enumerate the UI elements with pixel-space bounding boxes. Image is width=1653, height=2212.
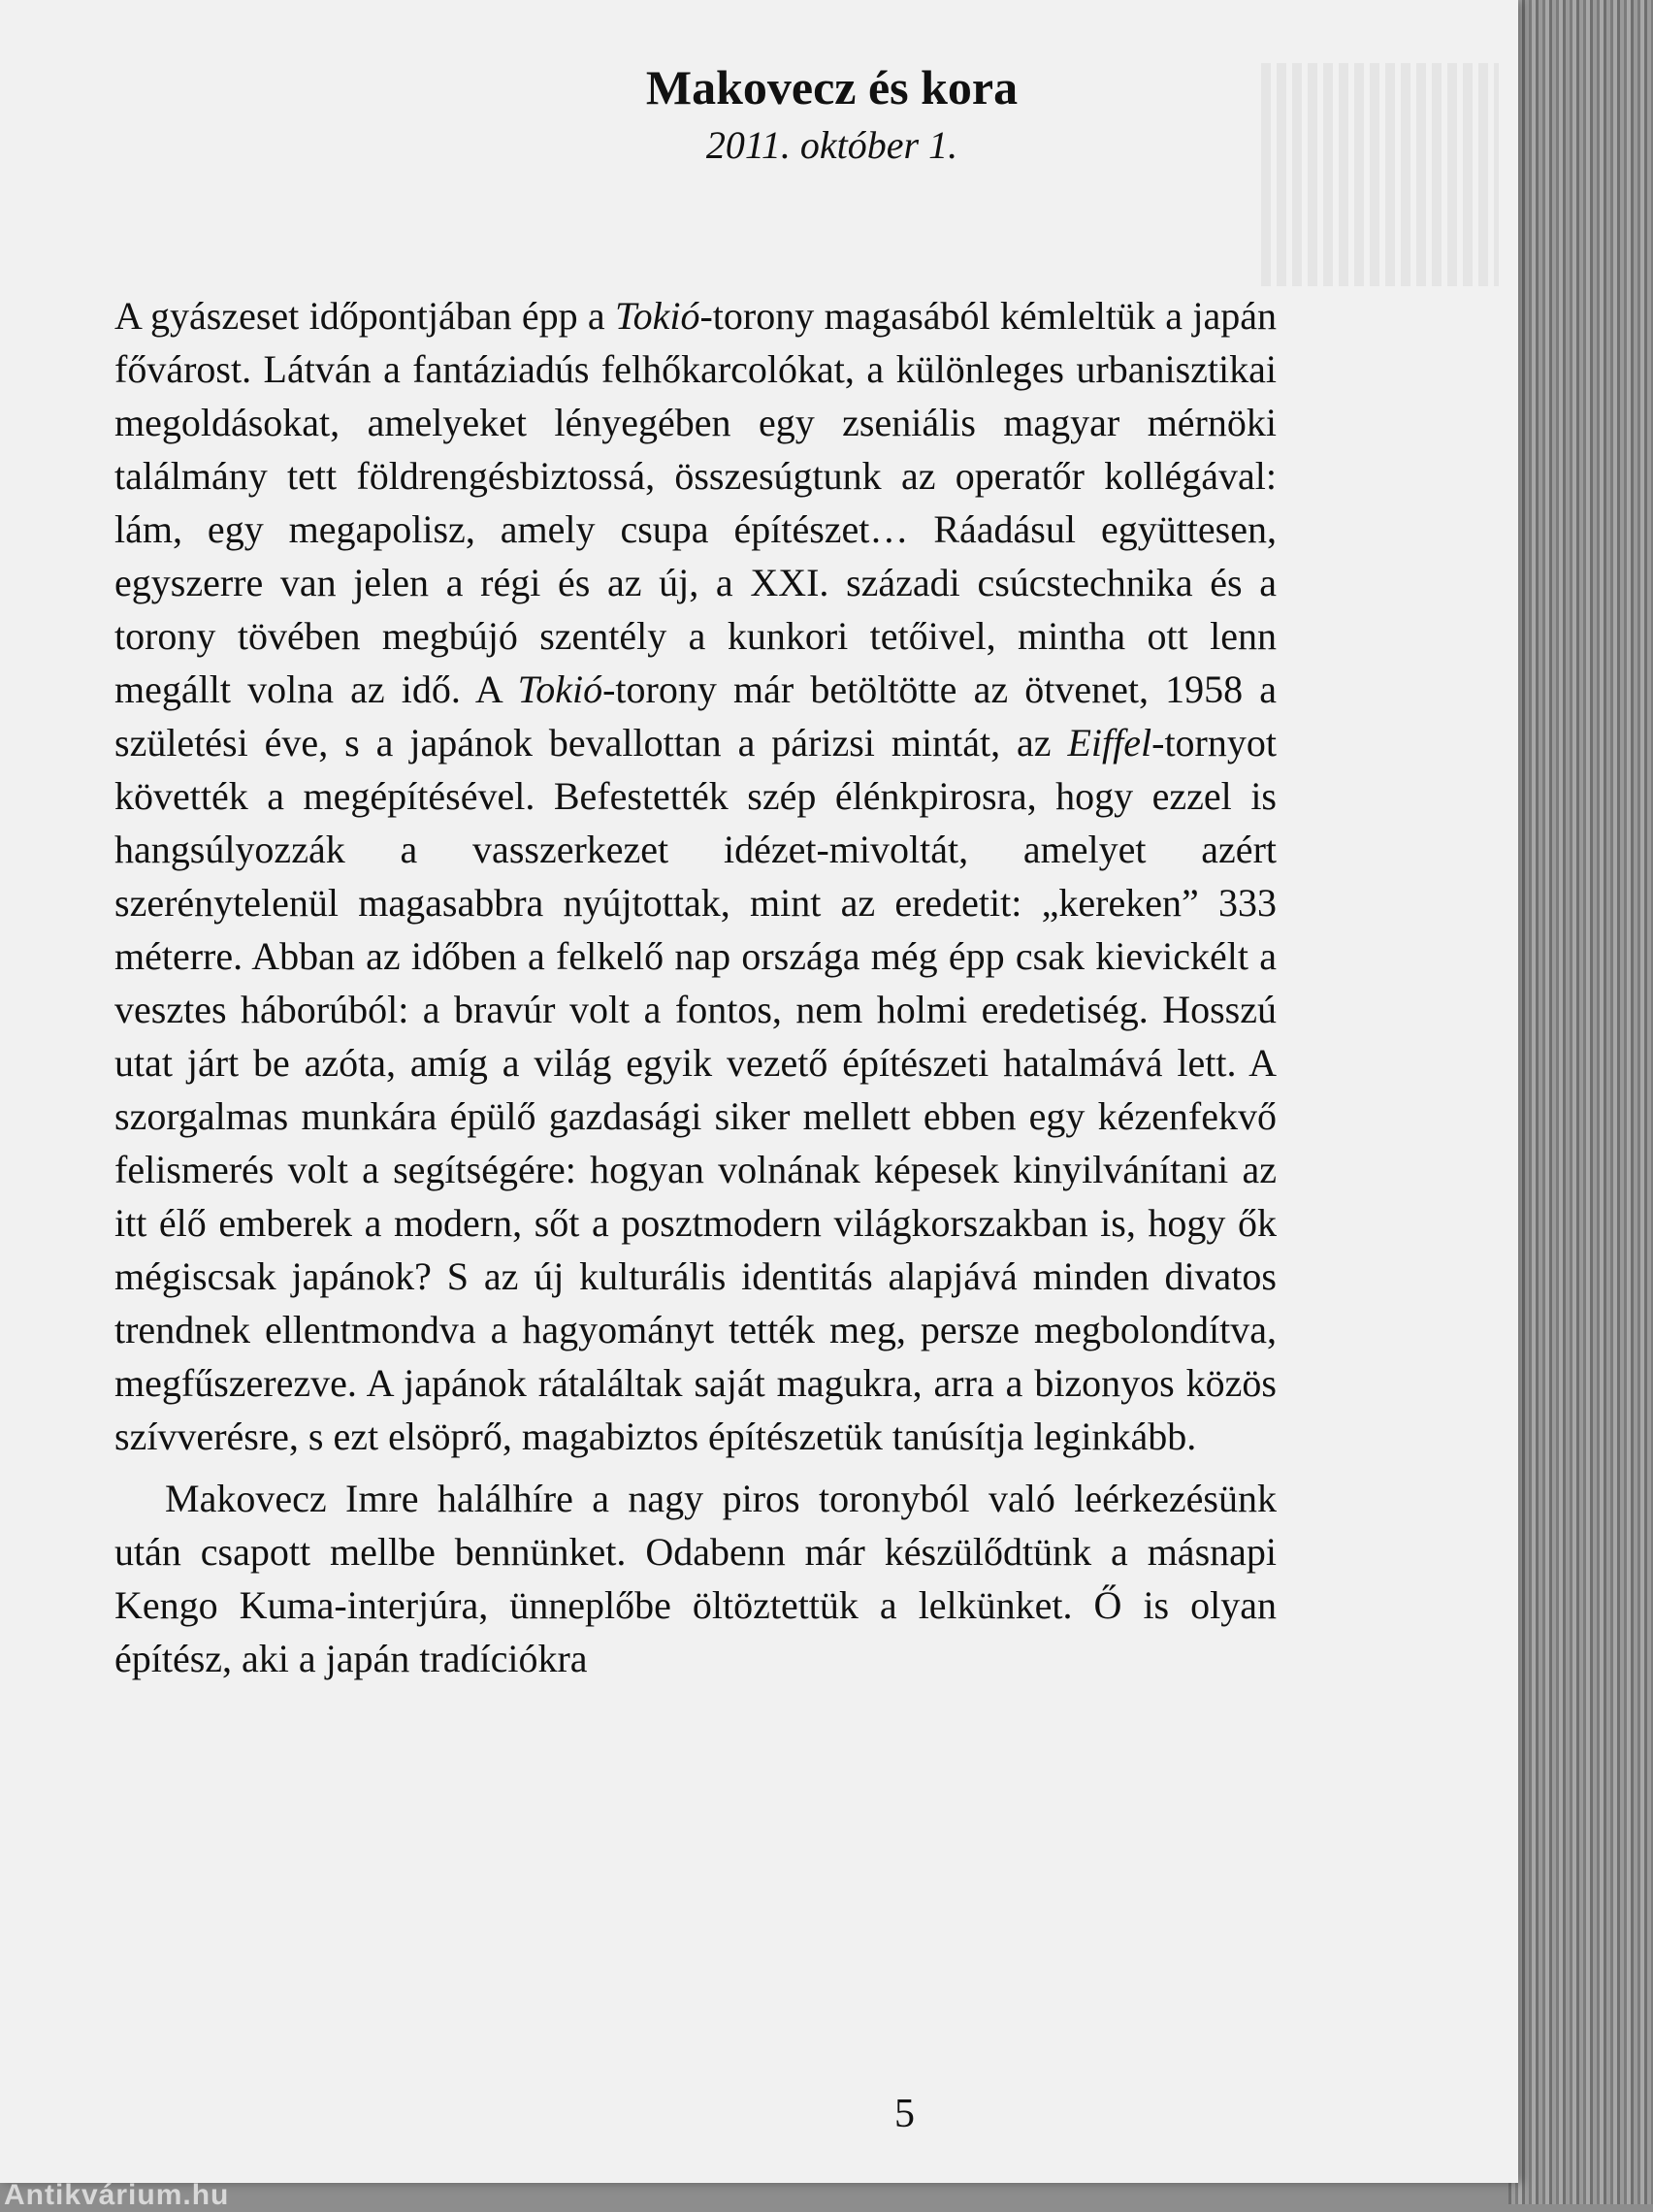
p1-italic-1: Tokió (615, 294, 700, 338)
p1-text-4: -tornyot követték a megépítésével. Befestették szép élénkpirosra, hogy ezzel is hangsúlyozzák a vasszerkezet idézet-mivoltát, amelyet azért szerénytelenül magasabbra nyújtottak, mint az eredetit: „kereken” 333 méterre. Abban az időben a felkelő nap országa még épp csak kievickélt a vesztes háborúból: a bravúr volt a fontos, nem holmi eredetiség. Hosszú utat járt be azóta, amíg a világ egyik vezető építészeti hatalmává lett. A szorgalmas munkára épülő gazdasági siker mellett ebben egy kézenfekvő felismerés volt a segítségére: hogyan volnának képesek kinyilvánítani az itt élő emberek a modern, sőt a posztmodern világkorszakban is, hogy ők mégiscsak japánok? S az új kulturális identitás alapjává minden divatos trendnek ellentmondva a hagyományt tették meg, persze megbolondítva, megfűszerezve. A japánok rátaláltak saját magukra, arra a bizonyos közös szívverésre, s ezt elsöprő, magabiztos építészetük tanúsítja leginkább. (114, 721, 1277, 1458)
chapter-header (0, 58, 1518, 173)
p1-text-1: A gyászeset időpontjában épp a (114, 294, 616, 338)
background-surface (1508, 0, 1653, 2204)
page-number: 5 (894, 2092, 915, 2136)
body-text (114, 289, 1277, 1685)
p1-italic-3: Eiffel (1067, 721, 1152, 764)
chapter-title: Makovecz és kora (645, 60, 1019, 114)
p1-text-3: -torony már betöltötte az ötvenet, 1958 a születési éve, s a japánok bevallottan a párizsi mintát, az (114, 667, 1277, 764)
paragraph-2: Makovecz Imre halálhíre a nagy piros toronyból való leérkezésünk után csapott mellbe bennünket. Odabenn már készülődtünk a másnapi Kengo Kuma-interjúra, ünneplőbe öltöztettük a lelkünket. Ő is olyan építész, aki a japán tradíciókra (114, 1477, 1277, 1680)
chapter-date: 2011. október 1. (705, 123, 958, 167)
p1-text-2: -torony magasából kémleltük a japán fővárost. Látván a fantáziadús felhőkarcolókat, a különleges urbanisztikai megoldásokat, amelyeket lényegében egy zseniális magyar mérnöki találmány tett földrengésbiztossá, összesúgtunk az operatőr kollégával: lám, egy megapolisz, amely csupa építészet… Ráadásul együttesen, egyszerre van jelen a régi és az új, a XXI. századi csúcstechnika és a torony tövében megbújó szentély a kunkori tetőivel, mintha ott lenn megállt volna az idő. A (114, 294, 1277, 711)
watermark-text: Antikvárium.hu (4, 2179, 230, 2211)
paragraph-1 (114, 289, 1277, 1463)
p1-italic-2: Tokió (517, 667, 603, 711)
